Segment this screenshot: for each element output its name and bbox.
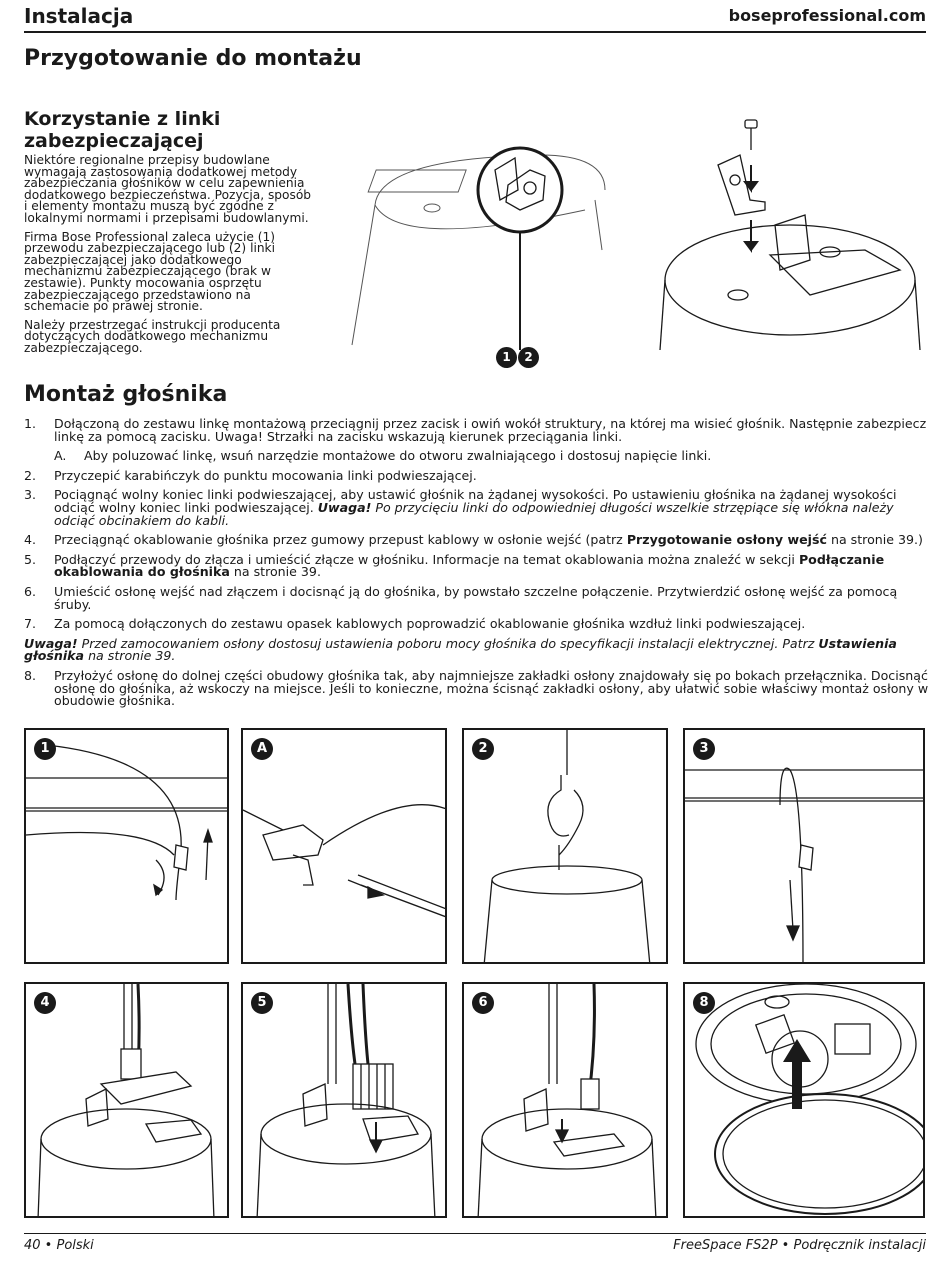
mount-heading: Montaż głośnika (24, 382, 228, 407)
header-section: Instalacja (24, 4, 134, 28)
step-1 (24, 418, 929, 443)
panel-label: 4 (34, 992, 56, 1014)
step-text: Przyczepić karabińczyk do punktu mocowania linki podwieszającej. (54, 467, 477, 483)
note-label: Uwaga! (24, 635, 78, 651)
cross-reference: Ustawienia głośnika (24, 635, 897, 664)
panel-label: 3 (693, 738, 715, 760)
step-text: Aby poluzować linkę, wsuń narzędzie montażowe do otworu zwalniającego i dostosuj napięcie linki. (84, 448, 712, 464)
step-3 (24, 489, 929, 527)
figure-panel-3 (683, 728, 925, 964)
step-text-tail: na stronie 39. (233, 564, 321, 580)
header-site[interactable]: boseprofessional.com (728, 6, 926, 25)
panel-label: 2 (472, 738, 494, 760)
panel-label: 6 (472, 992, 494, 1014)
footer-page: 40 • Polski (24, 1238, 94, 1253)
figure-panel-a (241, 728, 447, 964)
header-rule (24, 31, 926, 33)
safety-text (24, 155, 314, 362)
safety-paragraph-1: Niektóre regionalne przepisy budowlane wymagają zastosowania dodatkowej metody zabezpieczania głośników w celu zapewnienia dodatkowego bezpieczeństwa. Pozycja, sposób i elementy montażu muszą być zgodne z lokalnymi normami i przepisami budowlanymi. (24, 153, 312, 225)
step-text-tail: na stronie 39.) (830, 532, 923, 548)
step-text: Za pomocą dołączonych do zestawu opasek kablowych poprowadzić okablowanie głośnika wzdłuż linki podwieszającej. (54, 616, 806, 632)
cross-reference: Przygotowanie osłony wejść (626, 532, 827, 548)
step-text: Przyłożyć osłonę do dolnej części obudowy głośnika tak, aby najmniejsze zakładki osłony znajdowały się po bokach przełącznika. Docisnąć osłonę do głośnika, aż wskoczy na miejsce. Jeśli to konieczne, można ścisnąć zakładki osłony, aby ułatwić sobie właściwy montaż osłony w obudowie głośnika. (54, 667, 929, 709)
step-8 (24, 667, 929, 709)
step-number: 6. (24, 583, 37, 599)
step-number: 5. (24, 551, 37, 567)
figure-panel-1 (24, 728, 229, 964)
safety-heading: Korzystanie z linki zabezpieczającej (24, 108, 221, 152)
step-number: 7. (24, 616, 37, 632)
safety-illustration (340, 110, 930, 370)
safety-callouts (496, 346, 540, 368)
note-text-tail: na stronie 39. (88, 648, 176, 664)
step-number: A. (54, 448, 67, 464)
callout-1: 1 (496, 347, 517, 368)
step-text: Umieścić osłonę wejść nad złączem i docisnąć ją do głośnika, by powstało szczelne połączenie. Przytwierdzić osłonę wejść za pomocą śruby. (54, 583, 898, 612)
figure-panel-4 (24, 982, 229, 1218)
step-number: 1. (24, 416, 37, 431)
warning-label: Uwaga! (317, 499, 372, 515)
panel-label: A (251, 738, 273, 760)
step-text: Podłączyć przewody do złącza i umieścić złącze w głośniku. Informacje na temat okablowania można znaleźć w sekcji (54, 551, 795, 567)
step-text: Przeciągnąć okablowanie głośnika przez gumowy przepust kablowy w osłonie wejść (patrz (54, 532, 623, 548)
step-text: Dołączoną do zestawu linkę montażową przeciągnij przez zacisk i owiń wokół struktury, na której ma wisieć głośnik. Następnie zabezpiecz linkę za pomocą zacisku. Uwaga! Strzałki na zacisku wskazują kierunek przeciągania linki. (54, 416, 927, 444)
safety-paragraph-3: Należy przestrzegać instrukcji producenta dotyczących dodatkowego mechanizmu zabezpieczającego. (24, 317, 281, 355)
step-number: 8. (24, 667, 37, 683)
step-6 (24, 583, 929, 612)
step-text: Pociągnąć wolny koniec linki podwieszającej, aby ustawić głośnik na żądanej wysokości. Po ustawieniu głośnika na żądanej wysokości odciąć wolny koniec linki podwieszającej. (54, 487, 897, 515)
step-7 (24, 618, 929, 631)
safety-paragraph-2: Firma Bose Professional zaleca użycie (1) przewodu zabezpieczającego lub (2) linki zabezpieczającej jako dodatkowego mechanizmu zabezpieczającego (brak w zestawie). Punkty mocowania osprzętu zabezpieczającego przedstawiono na schemacie po prawej stronie. (24, 229, 276, 314)
step-5 (24, 551, 929, 580)
figure-panel-8 (683, 982, 925, 1218)
step-number: 4. (24, 532, 37, 548)
panel-label: 5 (251, 992, 273, 1014)
cross-reference: Podłączanie okablowania do głośnika (54, 551, 885, 580)
footer-doc-title: FreeSpace FS2P • Podręcznik instalacji (673, 1238, 926, 1253)
mount-steps (24, 418, 929, 715)
warning-text: Po przycięciu linki do odpowiedniej długości wszelkie strzępiące się włókna należy odciąć obcinakiem do kabli. (54, 499, 894, 528)
figure-panel-6 (462, 982, 668, 1218)
figure-panel-2 (462, 728, 668, 964)
power-note (24, 635, 929, 664)
panel-label: 8 (693, 992, 715, 1014)
step-a (24, 450, 929, 463)
step-number: 2. (24, 467, 37, 483)
callout-2: 2 (518, 347, 539, 368)
step-2 (24, 467, 929, 483)
step-number: 3. (24, 487, 37, 503)
panel-label: 1 (34, 738, 56, 760)
step-4 (24, 534, 929, 547)
figure-panel-5 (241, 982, 447, 1218)
note-text: Przed zamocowaniem osłony dostosuj ustawienia poboru mocy głośnika do specyfikacji instalacji elektrycznej. Patrz (81, 635, 815, 651)
page-title: Przygotowanie do montażu (24, 46, 362, 71)
footer-rule (24, 1233, 926, 1234)
